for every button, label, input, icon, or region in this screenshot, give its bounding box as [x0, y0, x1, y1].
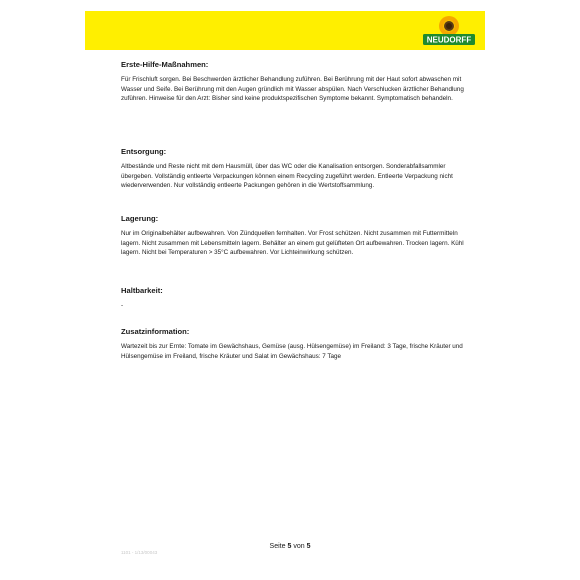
- neudorff-logo: [421, 13, 477, 49]
- page-sep: von: [293, 543, 305, 550]
- section-text: Wartezeit bis zur Ernte: Tomate im Gewächshaus, Gemüse (ausg. Hülsengemüse) im Freiland: 3 Tage, frische Kräuter und Hülsengemüse im Freiland, frische Kräuter und Salat im Gewächshaus: 7 Tage: [121, 343, 463, 360]
- page-current: 5: [287, 543, 292, 550]
- section-title: Haltbarkeit:: [121, 286, 163, 295]
- section-text: Für Frischluft sorgen. Bei Beschwerden ärztlicher Behandlung zuführen. Bei Berührung mit der Haut sofort abwaschen mit Wasser und Seife. Bei Berührung mit den Augen gründlich mit Wasser abspülen. Nach Verschlucken ärztlicher Behandlung zuführen. Hinweise für den Arzt: Bisher sind keine produktspezifischen Symptome bekannt. Symptomatisch behandeln.: [121, 76, 464, 102]
- section-disposal: [121, 147, 466, 191]
- section-text: Altbestände und Reste nicht mit dem Hausmüll, über das WC oder die Kanalisation entsorgen. Sonderabfallsammler übergeben. Vollständig entleerte Verpackungen können einem Recycling zugeführt werden. Entleerte Verpackung nicht wiederverwenden. Nur vollständig entleerte Packungen gehören in die Wertstoffsammlung.: [121, 163, 453, 189]
- section-title: Zusatzinformation:: [121, 327, 190, 336]
- section-storage: [121, 214, 466, 258]
- section-text: Nur im Originalbehälter aufbewahren. Von Zündquellen fernhalten. Vor Frost schützen. Nicht zusammen mit Futtermitteln lagern. Nicht zusammen mit Lebensmitteln lagern. Behälter an einem gut gelüfteten Ort aufbewahren. Trocken lagern. Kühl lagern. Nicht bei Temperaturen > 35°C aufbewahren. Vor Lichteinwirkung schützen.: [121, 230, 464, 256]
- page-number: [0, 543, 580, 550]
- svg-text:NEUDORFF: NEUDORFF: [426, 35, 472, 45]
- section-shelf-life: [121, 286, 163, 311]
- document-code: 1101 - 1/13/00043: [121, 550, 158, 555]
- page-prefix: Seite: [269, 543, 286, 550]
- section-first-aid: [121, 60, 466, 104]
- section-title: Erste-Hilfe-Maßnahmen:: [121, 60, 209, 69]
- section-text: -: [121, 302, 124, 309]
- section-title: Entsorgung:: [121, 147, 167, 156]
- section-additional-info: [121, 327, 466, 361]
- header-bar: [85, 11, 485, 50]
- section-title: Lagerung:: [121, 214, 159, 223]
- page-total: 5: [306, 543, 311, 550]
